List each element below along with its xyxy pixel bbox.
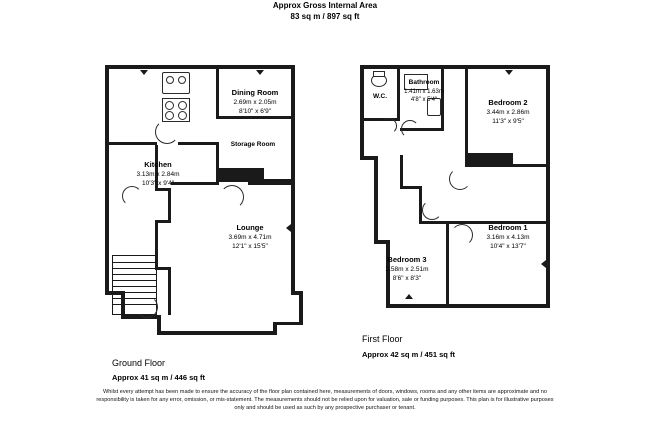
ff-wall-landing-left <box>400 155 403 189</box>
ff-window-marker-1 <box>505 70 513 75</box>
sink-bowl-left <box>166 76 174 84</box>
ff-window-marker-2 <box>541 260 546 268</box>
wall-top <box>105 65 295 69</box>
ff-wall-landing-bottom <box>419 221 449 224</box>
ff-step-hatch <box>467 153 513 165</box>
wc-cistern-fixture <box>373 71 385 77</box>
door-arc-lounge <box>220 185 244 209</box>
sink-fixture <box>162 72 190 94</box>
ground-floor-area: Approx 41 sq m / 446 sq ft <box>112 373 205 382</box>
ground-floor-plan <box>100 60 310 350</box>
hob-ring-4 <box>178 111 187 120</box>
window-marker-1 <box>140 70 148 75</box>
ff-door-arc-bathroom <box>401 120 419 138</box>
door-arc-hall-left <box>122 186 142 206</box>
room-label-bedroom-1: Bedroom 1 3.16m x 4.13m 10'4" x 13'7" <box>486 223 530 250</box>
sink-bowl-right <box>178 76 186 84</box>
wall-kitchen-bottom-b <box>178 142 219 145</box>
room-label-kitchen: Kitchen 3.13m x 2.84m 10'3" x 9'4" <box>136 160 180 187</box>
disclaimer-text: Whilst every attempt has been made to ensure the accuracy of the floor plan contained here, measurements of doors, windows, rooms and any other items are approximate and no responsibility is taken for any error, omission, or mis-statement. The measurements should not be relied upon for valuation, sale or funding purposes. This plan is for illustrative purposes only and should be used as such by any prospective purchaser or tenant. <box>96 389 554 412</box>
room-label-bedroom-2: Bedroom 2 3.44m x 2.86m 11'3" x 9'5" <box>486 98 530 125</box>
storage-step-hatch <box>218 168 264 179</box>
hob-ring-2 <box>178 101 187 110</box>
door-arc-front <box>136 296 158 318</box>
wall-kitchen-bottom-a <box>109 142 157 145</box>
hob-ring-3 <box>165 111 174 120</box>
ff-window-marker-3 <box>405 294 413 299</box>
room-label-lounge: Lounge 3.69m x 4.71m 12'1" x 15'5" <box>228 223 272 250</box>
wall-bottom <box>157 331 277 335</box>
room-label-dining: Dining Room 2.69m x 2.05m 8'10" x 6'9" <box>231 88 279 115</box>
first-floor-plan <box>355 60 570 350</box>
ff-door-arc-bed3 <box>422 200 442 220</box>
wall-hall-mid <box>168 188 171 222</box>
ff-wall-top <box>360 65 550 69</box>
ff-wall-bed3-right <box>446 221 449 307</box>
ff-wall-left-upper <box>360 65 364 160</box>
hob-ring-1 <box>165 101 174 110</box>
room-label-storage: Storage Room <box>230 141 276 148</box>
header-line-1: Approx Gross Internal Area <box>272 1 378 10</box>
header-line-2: 83 sq m / 897 sq ft <box>290 12 360 21</box>
ff-wall-landing-mid <box>419 186 422 224</box>
room-label-bathroom: Bathroom 1.41m x 1.63m 4'8" x 5'4" <box>404 79 444 103</box>
door-arc-kitchen <box>155 120 179 144</box>
first-floor-area: Approx 42 sq m / 451 sq ft <box>362 350 455 359</box>
wall-right-jog <box>291 291 303 295</box>
ff-wall-bottom <box>386 304 550 308</box>
wall-bay-right <box>299 293 303 324</box>
ff-door-arc-bed2 <box>449 168 471 190</box>
window-marker-2 <box>256 70 264 75</box>
ff-door-arc-wc <box>381 118 397 134</box>
page-title <box>0 0 650 22</box>
ground-floor-name: Ground Floor <box>112 358 166 368</box>
ff-wall-left-mid <box>374 156 378 244</box>
wall-lounge-top-b <box>248 182 294 185</box>
wall-hall-bottom-v <box>168 267 171 315</box>
room-label-bedroom-3: Bedroom 3 2.58m x 2.51m 8'6" x 8'3" <box>385 255 429 282</box>
first-floor-name: First Floor <box>362 334 403 344</box>
room-label-wc: W.C. <box>372 93 388 100</box>
